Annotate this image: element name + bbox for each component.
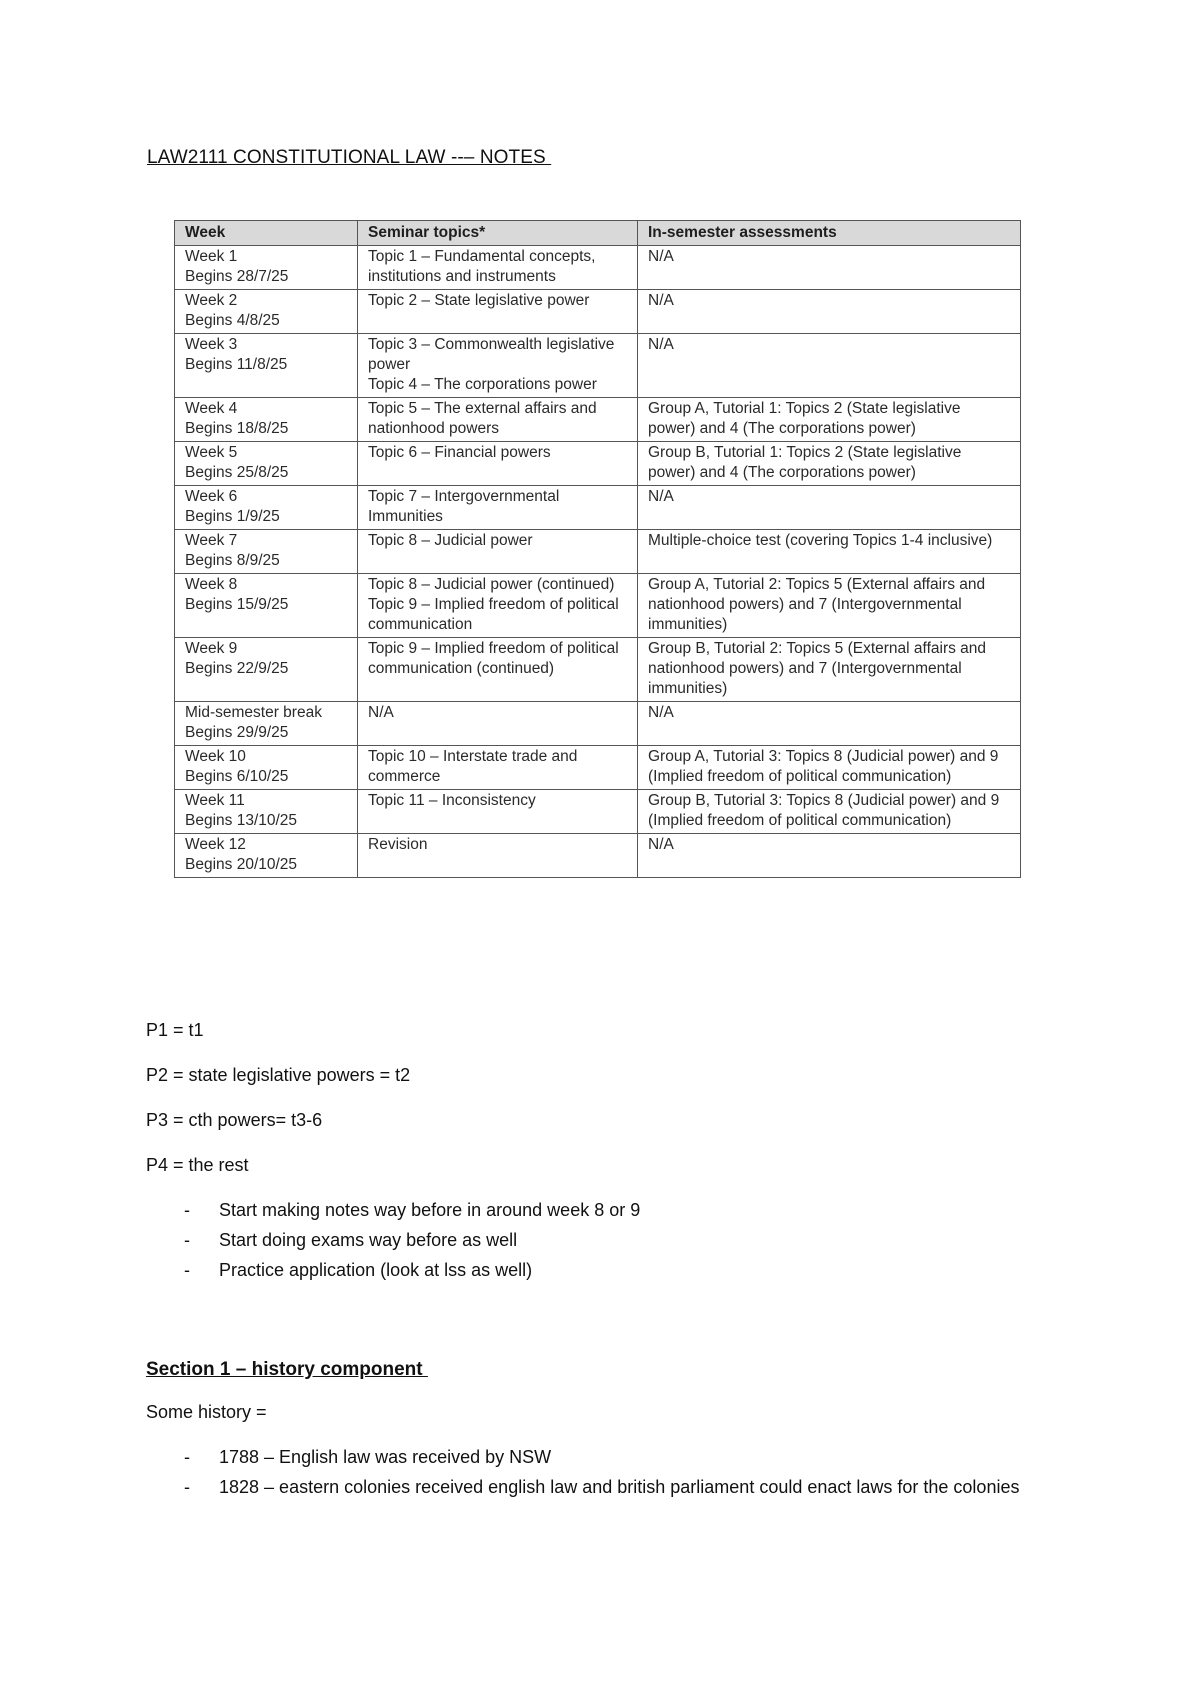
section-1-intro: Some history = bbox=[146, 1402, 267, 1422]
history-list bbox=[146, 1442, 1119, 1502]
table-row bbox=[175, 746, 1021, 790]
week-cell bbox=[175, 486, 358, 530]
week-cell bbox=[175, 638, 358, 702]
assessment-cell bbox=[638, 638, 1021, 702]
list-item bbox=[146, 1195, 640, 1225]
week-line: Begins 4/8/25 bbox=[185, 312, 280, 329]
bullet-dash: - bbox=[184, 1477, 190, 1497]
assessment-line: N/A bbox=[648, 488, 674, 505]
topics-cell bbox=[358, 790, 638, 834]
topics-cell bbox=[358, 834, 638, 878]
assessment-cell bbox=[638, 574, 1021, 638]
week-line: Begins 6/10/25 bbox=[185, 768, 289, 785]
topic-line: Topic 7 – Intergovernmental Immunities bbox=[368, 488, 560, 525]
topic-line: Topic 8 – Judicial power bbox=[368, 532, 533, 549]
assessment-cell bbox=[638, 334, 1021, 398]
week-line: Begins 22/9/25 bbox=[185, 660, 289, 677]
topics-cell bbox=[358, 638, 638, 702]
week-cell bbox=[175, 530, 358, 574]
section-1-heading: Section 1 – history component bbox=[146, 1359, 428, 1380]
assessment-line: N/A bbox=[648, 248, 674, 265]
list-item bbox=[146, 1472, 1119, 1502]
table-row bbox=[175, 486, 1021, 530]
part-1-line: P1 = t1 bbox=[146, 1020, 204, 1040]
assessment-line: Group A, Tutorial 1: Topics 2 (State legislative power) and 4 (The corporations power) bbox=[648, 400, 961, 437]
part-3-line: P3 = cth powers= t3-6 bbox=[146, 1110, 323, 1130]
bullet-dash: - bbox=[184, 1200, 190, 1220]
topics-cell bbox=[358, 486, 638, 530]
topic-line: Topic 6 – Financial powers bbox=[368, 444, 551, 461]
topic-line: N/A bbox=[368, 704, 394, 721]
list-item-text: 1828 – eastern colonies received english law and british parliament could enact laws for the colonies bbox=[219, 1477, 1020, 1497]
week-line: Week 2 bbox=[185, 292, 238, 309]
week-cell bbox=[175, 398, 358, 442]
week-cell bbox=[175, 290, 358, 334]
topic-line: Topic 4 – The corporations power bbox=[368, 376, 597, 393]
bullet-dash: - bbox=[184, 1230, 190, 1250]
list-item bbox=[146, 1225, 640, 1255]
topics-cell bbox=[358, 290, 638, 334]
table-header-row bbox=[175, 221, 1021, 246]
bullet-dash: - bbox=[184, 1260, 190, 1280]
seminar-schedule-table bbox=[174, 220, 1021, 878]
topic-line: Revision bbox=[368, 836, 428, 853]
header-in-semester-assessments: In-semester assessments bbox=[638, 221, 1021, 246]
week-line: Week 9 bbox=[185, 640, 238, 657]
table-row bbox=[175, 530, 1021, 574]
table-row bbox=[175, 442, 1021, 486]
week-line: Begins 13/10/25 bbox=[185, 812, 298, 829]
week-cell bbox=[175, 246, 358, 290]
assessment-cell bbox=[638, 834, 1021, 878]
assessment-line: N/A bbox=[648, 292, 674, 309]
table-body bbox=[175, 246, 1021, 878]
topics-cell bbox=[358, 530, 638, 574]
study-tips-list bbox=[146, 1195, 640, 1285]
week-line: Begins 11/8/25 bbox=[185, 356, 288, 373]
part-4-line: P4 = the rest bbox=[146, 1155, 249, 1175]
list-item bbox=[146, 1255, 640, 1285]
assessment-cell bbox=[638, 246, 1021, 290]
week-line: Begins 29/9/25 bbox=[185, 724, 289, 741]
assessment-cell bbox=[638, 702, 1021, 746]
topic-line: Topic 9 – Implied freedom of political communication (continued) bbox=[368, 640, 619, 677]
topic-line: Topic 10 – Interstate trade and commerce bbox=[368, 748, 578, 785]
table-row bbox=[175, 790, 1021, 834]
table-row bbox=[175, 702, 1021, 746]
week-cell bbox=[175, 334, 358, 398]
topics-cell bbox=[358, 574, 638, 638]
table-row bbox=[175, 398, 1021, 442]
topics-cell bbox=[358, 442, 638, 486]
topic-line: Topic 3 – Commonwealth legislative power bbox=[368, 336, 615, 373]
week-line: Mid-semester break bbox=[185, 704, 322, 721]
week-line: Week 12 bbox=[185, 836, 246, 853]
bullet-dash: - bbox=[184, 1447, 190, 1467]
topics-cell bbox=[358, 246, 638, 290]
assessment-line: Group A, Tutorial 3: Topics 8 (Judicial power) and 9 (Implied freedom of political communication) bbox=[648, 748, 999, 785]
week-cell bbox=[175, 442, 358, 486]
part-2-line: P2 = state legislative powers = t2 bbox=[146, 1065, 411, 1085]
assessment-line: N/A bbox=[648, 836, 674, 853]
assessment-cell bbox=[638, 746, 1021, 790]
week-line: Week 11 bbox=[185, 792, 245, 809]
week-cell bbox=[175, 702, 358, 746]
topics-cell bbox=[358, 398, 638, 442]
topics-cell bbox=[358, 702, 638, 746]
week-cell bbox=[175, 746, 358, 790]
topic-line: Topic 1 – Fundamental concepts, institutions and instruments bbox=[368, 248, 596, 285]
list-item-text: Start doing exams way before as well bbox=[219, 1230, 518, 1250]
table-row bbox=[175, 834, 1021, 878]
table-row bbox=[175, 334, 1021, 398]
assessment-cell bbox=[638, 290, 1021, 334]
header-week: Week bbox=[175, 221, 358, 246]
assessment-cell bbox=[638, 486, 1021, 530]
list-item-text: Practice application (look at lss as well) bbox=[219, 1260, 533, 1280]
week-line: Week 4 bbox=[185, 400, 238, 417]
list-item-text: Start making notes way before in around week 8 or 9 bbox=[219, 1200, 641, 1220]
topic-line: Topic 2 – State legislative power bbox=[368, 292, 590, 309]
topics-cell bbox=[358, 334, 638, 398]
list-item-text: 1788 – English law was received by NSW bbox=[219, 1447, 552, 1467]
table-row bbox=[175, 638, 1021, 702]
topic-line: Topic 5 – The external affairs and nationhood powers bbox=[368, 400, 597, 437]
assessment-line: Group B, Tutorial 2: Topics 5 (External affairs and nationhood powers) and 7 (Intergovernmental immunities) bbox=[648, 640, 987, 697]
week-line: Week 8 bbox=[185, 576, 238, 593]
week-line: Begins 8/9/25 bbox=[185, 552, 280, 569]
header-seminar-topics: Seminar topics* bbox=[358, 221, 638, 246]
assessment-line: Group B, Tutorial 1: Topics 2 (State legislative power) and 4 (The corporations power) bbox=[648, 444, 962, 481]
table-row bbox=[175, 574, 1021, 638]
assessment-cell bbox=[638, 442, 1021, 486]
assessment-cell bbox=[638, 790, 1021, 834]
week-line: Week 10 bbox=[185, 748, 246, 765]
assessment-cell bbox=[638, 398, 1021, 442]
week-line: Week 5 bbox=[185, 444, 238, 461]
week-cell bbox=[175, 790, 358, 834]
week-cell bbox=[175, 574, 358, 638]
topic-line: Topic 11 – Inconsistency bbox=[368, 792, 536, 809]
week-line: Begins 20/10/25 bbox=[185, 856, 298, 873]
topic-line: Topic 8 – Judicial power (continued) bbox=[368, 576, 615, 593]
assessment-cell bbox=[638, 530, 1021, 574]
list-item bbox=[146, 1442, 1119, 1472]
week-line: Begins 1/9/25 bbox=[185, 508, 280, 525]
document-title: LAW2111 CONSTITUTIONAL LAW --– NOTES bbox=[147, 147, 552, 168]
assessment-line: N/A bbox=[648, 704, 674, 721]
topic-line: Topic 9 – Implied freedom of political communication bbox=[368, 596, 619, 633]
topics-cell bbox=[358, 746, 638, 790]
assessment-line: Multiple-choice test (covering Topics 1-4 inclusive) bbox=[648, 532, 993, 549]
week-line: Week 6 bbox=[185, 488, 238, 505]
week-cell bbox=[175, 834, 358, 878]
week-line: Week 1 bbox=[185, 248, 238, 265]
week-line: Begins 28/7/25 bbox=[185, 268, 289, 285]
week-line: Week 7 bbox=[185, 532, 238, 549]
table-row bbox=[175, 290, 1021, 334]
week-line: Begins 25/8/25 bbox=[185, 464, 289, 481]
assessment-line: Group B, Tutorial 3: Topics 8 (Judicial power) and 9 (Implied freedom of political communication) bbox=[648, 792, 1000, 829]
assessment-line: N/A bbox=[648, 336, 674, 353]
assessment-line: Group A, Tutorial 2: Topics 5 (External affairs and nationhood powers) and 7 (Intergovernmental immunities) bbox=[648, 576, 986, 633]
table-row bbox=[175, 246, 1021, 290]
week-line: Begins 18/8/25 bbox=[185, 420, 289, 437]
week-line: Week 3 bbox=[185, 336, 238, 353]
week-line: Begins 15/9/25 bbox=[185, 596, 289, 613]
